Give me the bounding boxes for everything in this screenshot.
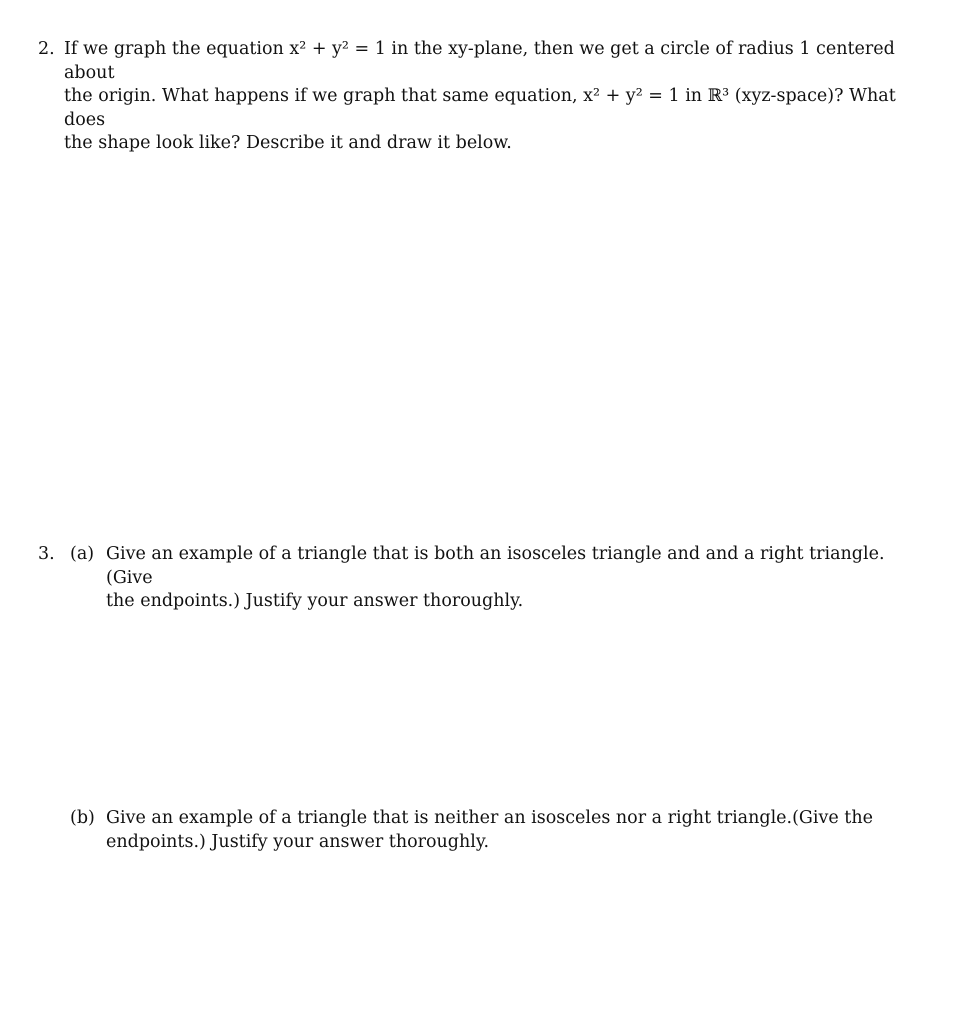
problem-3-number: 3. [38,544,55,564]
part-a-answer-space[interactable] [60,600,915,790]
problem-3-part-b [70,807,873,854]
problem-2-line-3: the shape look like? Describe it and draw it below. [64,133,512,153]
part-a-line-1: Give an example of a triangle that is both an isosceles triangle and and a right triangle. (Give [106,544,885,588]
part-b-label: (b) [70,808,95,828]
part-b-line-1: Give an example of a triangle that is neither an isosceles nor a right triangle.(Give the [106,808,873,828]
problem-2-number: 2. [38,39,55,59]
problem-2-answer-space[interactable] [60,115,915,525]
part-b-answer-space[interactable] [60,865,915,1015]
problem-2-line-1: If we graph the equation x² + y² = 1 in the xy-plane, then we get a circle of radius 1 centered about [64,39,895,83]
part-a-label: (a) [70,544,95,564]
part-b-text [106,807,873,854]
part-b-line-2: endpoints.) Justify your answer thoroughly. [106,831,490,852]
problem-2-line-2: the origin. What happens if we graph that same equation, x² + y² = 1 in ℝ³ (xyz-space)? What does [64,86,896,130]
part-a-line-2: the endpoints.) Justify your answer thoroughly. [106,591,524,611]
